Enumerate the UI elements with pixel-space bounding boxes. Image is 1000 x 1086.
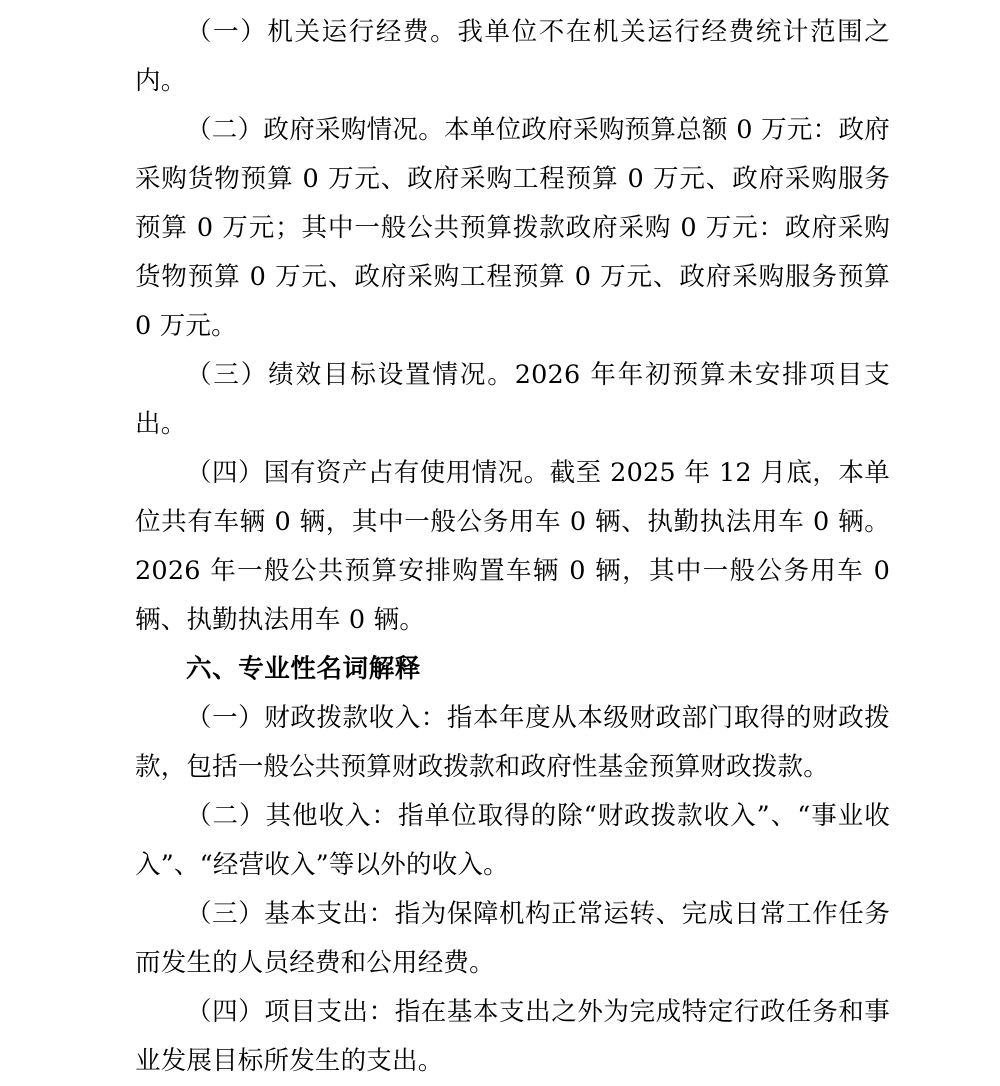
paragraph-term-fiscal-appropriation-income: （一）财政拨款收入：指本年度从本级财政部门取得的财政拨款，包括一般公共预算财政拨款和政府性基金预算财政拨款。 <box>135 703 890 782</box>
section-heading-terminology: 六、专业性名词解释 <box>186 654 421 684</box>
paragraph-state-owned-assets: （四）国有资产占有使用情况。截至 2025 年 12 月底，本单位共有车辆 0 辆，其中一般公务用车 0 辆、执勤执法用车 0 辆。2026 年一般公共预算安排购置车辆 0 辆，其中一般公务用车 0 辆、执勤执法用车 0 辆。 <box>135 458 890 635</box>
paragraph-government-procurement: （二）政府采购情况。本单位政府采购预算总额 0 万元：政府采购货物预算 0 万元、政府采购工程预算 0 万元、政府采购服务预算 0 万元；其中一般公共预算拨款政府采购 0 万元：政府采购货物预算 0 万元、政府采购工程预算 0 万元、政府采购服务预算 0 万元。 <box>135 115 890 341</box>
paragraph-term-basic-expenditure: （三）基本支出：指为保障机构正常运转、完成日常工作任务而发生的人员经费和公用经费。 <box>135 899 890 978</box>
paragraph-agency-operating-expenses: （一）机关运行经费。我单位不在机关运行经费统计范围之内。 <box>135 17 890 96</box>
paragraph-performance-targets: （三）绩效目标设置情况。2026 年年初预算未安排项目支出。 <box>135 360 890 439</box>
paragraph-term-project-expenditure: （四）项目支出：指在基本支出之外为完成特定行政任务和事业发展目标所发生的支出。 <box>135 997 890 1076</box>
paragraph-term-other-income: （二）其他收入：指单位取得的除“财政拨款收入”、“事业收入”、“经营收入”等以外的收入。 <box>135 801 890 880</box>
